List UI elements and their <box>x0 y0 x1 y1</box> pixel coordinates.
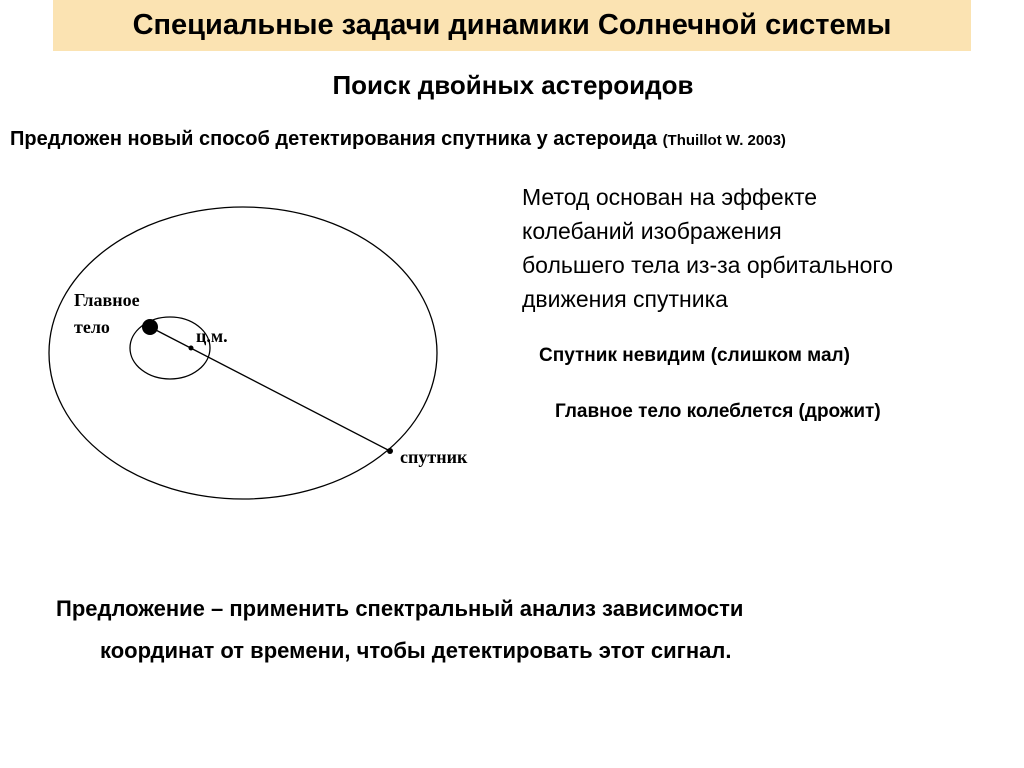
connecting-line <box>150 327 390 451</box>
method-description <box>522 180 1002 316</box>
method-line: Метод основан на эффекте <box>522 184 818 210</box>
primary-label-line1: Главное <box>74 290 140 310</box>
barycenter-point <box>189 346 194 351</box>
proposal-line1: Предложение – применить спектральный анализ зависимости <box>56 596 744 621</box>
satellite-point <box>387 448 393 454</box>
primary-label-line2: тело <box>74 317 110 337</box>
subtitle: Поиск двойных астероидов <box>332 70 694 100</box>
method-line: большего тела из-за орбитального <box>522 252 894 278</box>
barycenter-label: ц.м. <box>196 326 228 346</box>
intro-statement: Предложен новый способ детектирования спутника у астероида <box>10 128 663 150</box>
primary-body <box>142 319 158 335</box>
fact-primary-wobbles: Главное тело колеблется (дрожит) <box>555 401 881 422</box>
method-line: движения спутника <box>522 286 728 312</box>
proposal-line2: координат от времени, чтобы детектировать этот сигнал. <box>100 638 732 663</box>
citation: (Thuillot W. 2003) <box>662 132 786 149</box>
fact-satellite-invisible: Спутник невидим (слишком мал) <box>539 345 850 366</box>
satellite-orbit <box>49 207 437 499</box>
satellite-label: спутник <box>400 447 468 467</box>
page-title: Специальные задачи динамики Солнечной системы <box>132 9 892 41</box>
method-line: колебаний изображения <box>522 218 782 244</box>
